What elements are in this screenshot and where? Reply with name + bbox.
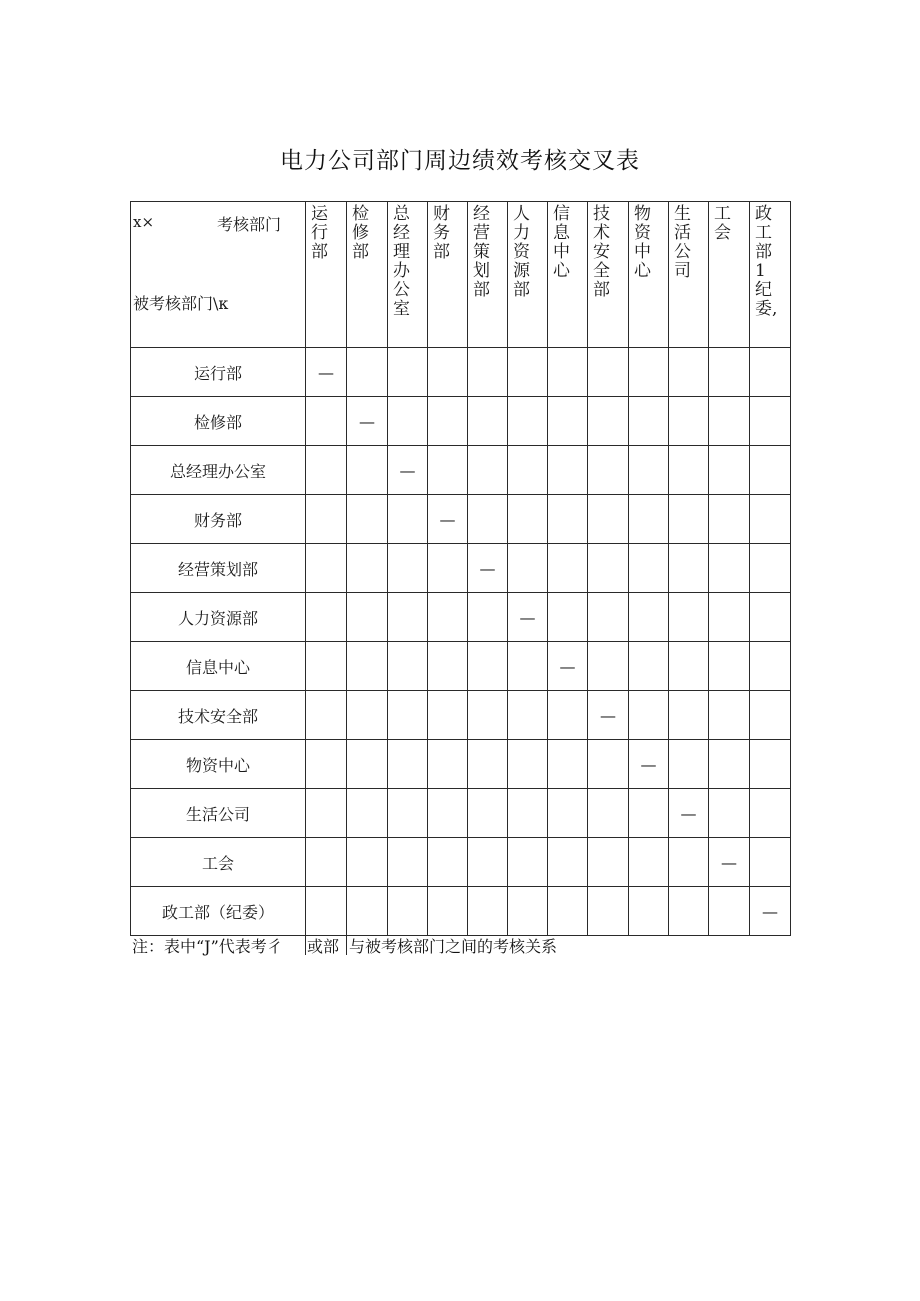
table-cell[interactable] [750,544,791,593]
row-header: 工会 [131,838,306,887]
table-cell[interactable] [709,642,750,691]
table-cell[interactable] [508,691,548,740]
diagonal-dash-cell[interactable]: — [750,887,791,936]
column-header [468,202,508,348]
table-cell[interactable] [347,740,388,789]
table-cell[interactable] [669,446,709,495]
row-header: 信息中心 [131,642,306,691]
row-header: 总经理办公室 [131,446,306,495]
table-cell[interactable] [306,887,347,936]
table-cell[interactable] [306,593,347,642]
table-cell[interactable] [750,789,791,838]
table-cell[interactable] [629,838,669,887]
table-cell[interactable] [629,887,669,936]
diagonal-dash-cell[interactable]: — [347,397,388,446]
table-cell[interactable] [548,740,588,789]
table-cell[interactable] [548,838,588,887]
table-cell[interactable] [347,789,388,838]
table-cell[interactable] [588,740,629,789]
table-cell[interactable] [508,887,548,936]
diagonal-dash-cell[interactable]: — [588,691,629,740]
table-cell[interactable] [347,642,388,691]
table-cell[interactable] [508,838,548,887]
table-cell[interactable] [629,593,669,642]
table-cell[interactable] [468,740,508,789]
diagonal-dash-cell[interactable]: — [388,446,428,495]
table-cell[interactable] [306,789,347,838]
table-cell[interactable] [709,593,750,642]
table-cell[interactable] [428,593,468,642]
table-cell[interactable] [669,348,709,397]
table-cell[interactable] [306,642,347,691]
table-cell[interactable] [428,544,468,593]
table-cell[interactable] [709,495,750,544]
page-title: 电力公司部门周边绩效考核交叉表 [280,148,640,174]
table-cell[interactable] [428,887,468,936]
column-header-label: 工会 [714,204,731,243]
table-cell[interactable] [388,887,428,936]
column-header-label: 经营策划部 [473,204,490,300]
table-cell[interactable] [428,789,468,838]
corner-bottom-label: 被考核部门\κ [133,294,229,313]
table-cell[interactable] [750,495,791,544]
column-header [588,202,629,348]
diagonal-dash-cell[interactable]: — [669,789,709,838]
diagonal-dash-cell[interactable]: — [508,593,548,642]
table-cell[interactable] [347,593,388,642]
table-cell[interactable] [306,544,347,593]
diagonal-dash-cell[interactable]: — [709,838,750,887]
table-cell[interactable] [588,397,629,446]
table-cell[interactable] [508,495,548,544]
table-cell[interactable] [669,691,709,740]
table-cell[interactable] [629,544,669,593]
table-cell[interactable] [468,397,508,446]
table-cell[interactable] [468,446,508,495]
column-header-label: 检修部 [352,204,369,262]
table-cell[interactable] [709,740,750,789]
table-cell[interactable] [388,593,428,642]
matrix-body [131,348,791,936]
corner-mark: x× [133,213,155,231]
diagonal-dash-cell[interactable]: — [629,740,669,789]
table-cell[interactable] [548,887,588,936]
table-cell[interactable] [428,691,468,740]
column-header [548,202,588,348]
row-header: 经营策划部 [131,544,306,593]
table-row [131,593,791,642]
table-cell[interactable] [388,740,428,789]
table-cell[interactable] [709,446,750,495]
table-cell[interactable] [750,348,791,397]
table-cell[interactable] [709,691,750,740]
table-cell[interactable] [750,397,791,446]
table-cell[interactable] [428,642,468,691]
table-cell[interactable] [709,544,750,593]
table-cell[interactable] [428,348,468,397]
column-header [388,202,428,348]
table-cell[interactable] [468,887,508,936]
table-cell[interactable] [669,544,709,593]
column-header [750,202,791,348]
table-cell[interactable] [629,691,669,740]
table-cell[interactable] [709,789,750,838]
column-header [428,202,468,348]
table-cell[interactable] [548,593,588,642]
column-header [306,202,347,348]
corner-cell [131,202,306,348]
table-cell[interactable] [388,348,428,397]
table-cell[interactable] [669,397,709,446]
column-header-label: 物资中心 [634,204,651,281]
corner-top-label: 考核部门 [217,215,282,234]
row-header: 检修部 [131,397,306,446]
table-row [131,838,791,887]
diagonal-dash-cell[interactable]: — [428,495,468,544]
row-header: 生活公司 [131,789,306,838]
table-cell[interactable] [428,397,468,446]
table-cell[interactable] [428,740,468,789]
table-cell[interactable] [548,348,588,397]
table-cell[interactable] [548,544,588,593]
table-cell[interactable] [468,691,508,740]
column-header-label: 生活公司 [674,204,691,281]
row-header: 物资中心 [131,740,306,789]
table-cell[interactable] [508,397,548,446]
table-cell[interactable] [306,446,347,495]
table-cell[interactable] [588,544,629,593]
table-cell[interactable] [588,838,629,887]
table-cell[interactable] [669,887,709,936]
table-cell[interactable] [508,740,548,789]
table-cell[interactable] [548,397,588,446]
table-cell[interactable] [508,642,548,691]
table-cell[interactable] [629,789,669,838]
table-cell[interactable] [347,838,388,887]
table-cell[interactable] [468,495,508,544]
column-header [709,202,750,348]
table-cell[interactable] [306,740,347,789]
table-cell[interactable] [629,495,669,544]
table-cell[interactable] [508,446,548,495]
table-cell[interactable] [548,691,588,740]
table-cell[interactable] [709,887,750,936]
table-cell[interactable] [548,789,588,838]
table-cell[interactable] [388,642,428,691]
table-cell[interactable] [508,789,548,838]
table-cell[interactable] [588,789,629,838]
column-header-label: 财务部 [433,204,450,262]
table-cell[interactable] [388,544,428,593]
table-cell[interactable] [750,446,791,495]
table-cell[interactable] [306,838,347,887]
table-cell[interactable] [588,642,629,691]
table-cell[interactable] [629,348,669,397]
table-row [131,544,791,593]
table-cell[interactable] [347,495,388,544]
table-cell[interactable] [750,838,791,887]
diagonal-dash-cell[interactable]: — [306,348,347,397]
table-cell[interactable] [629,446,669,495]
table-cell[interactable] [306,397,347,446]
column-header [669,202,709,348]
assessment-matrix [130,201,791,936]
table-cell[interactable] [588,495,629,544]
diagonal-dash-cell[interactable]: — [548,642,588,691]
row-header: 政工部（纪委） [131,887,306,936]
table-cell[interactable] [347,887,388,936]
table-cell[interactable] [588,887,629,936]
table-cell[interactable] [709,397,750,446]
column-header-label: 运行部 [311,204,328,262]
table-cell[interactable] [669,838,709,887]
table-cell[interactable] [347,544,388,593]
table-cell[interactable] [428,446,468,495]
table-cell[interactable] [588,446,629,495]
table-cell[interactable] [750,642,791,691]
table-cell[interactable] [548,495,588,544]
row-header: 财务部 [131,495,306,544]
table-cell[interactable] [388,789,428,838]
diagonal-dash-cell[interactable]: — [468,544,508,593]
column-header [508,202,548,348]
table-cell[interactable] [347,446,388,495]
table-cell[interactable] [548,446,588,495]
row-header: 人力资源部 [131,593,306,642]
table-cell[interactable] [629,642,669,691]
table-cell[interactable] [306,691,347,740]
table-cell[interactable] [388,495,428,544]
table-cell[interactable] [508,348,548,397]
footnote-divider [305,933,306,955]
table-cell[interactable] [750,691,791,740]
table-cell[interactable] [669,642,709,691]
footnote-part-2: 或部 [307,937,340,956]
table-cell[interactable] [468,789,508,838]
column-header-label: 技术安全部 [593,204,610,300]
column-header-label: 政工部1纪委, [755,204,778,319]
table-cell[interactable] [468,593,508,642]
table-row [131,789,791,838]
table-cell[interactable] [588,348,629,397]
table-cell[interactable] [588,593,629,642]
footnote-part-3: 与被考核部门之间的考核关系 [349,937,558,956]
table-cell[interactable] [468,348,508,397]
table-cell[interactable] [709,348,750,397]
column-header [629,202,669,348]
table-cell[interactable] [388,691,428,740]
table-row [131,397,791,446]
table-cell[interactable] [388,838,428,887]
table-row [131,642,791,691]
table-cell[interactable] [629,397,669,446]
column-header [347,202,388,348]
table-row [131,495,791,544]
row-header: 运行部 [131,348,306,397]
column-header-label: 人力资源部 [513,204,530,300]
row-header: 技术安全部 [131,691,306,740]
footnote-divider [346,933,347,955]
table-cell[interactable] [306,495,347,544]
table-cell[interactable] [347,691,388,740]
table-row [131,691,791,740]
footnote-part-1: 注：表中“J”代表考彳 [132,937,283,956]
table-cell[interactable] [347,348,388,397]
column-header-label: 信息中心 [553,204,570,281]
table-cell[interactable] [669,495,709,544]
header-row [131,202,791,348]
table-cell[interactable] [468,642,508,691]
table-cell[interactable] [508,544,548,593]
table-cell[interactable] [468,838,508,887]
table-cell[interactable] [669,740,709,789]
table-row [131,740,791,789]
table-row [131,446,791,495]
column-header-label: 总经理办公室 [393,204,410,319]
table-cell[interactable] [750,593,791,642]
table-cell[interactable] [750,740,791,789]
table-cell[interactable] [669,593,709,642]
table-row [131,348,791,397]
table-cell[interactable] [428,838,468,887]
table-cell[interactable] [388,397,428,446]
table-row [131,887,791,936]
